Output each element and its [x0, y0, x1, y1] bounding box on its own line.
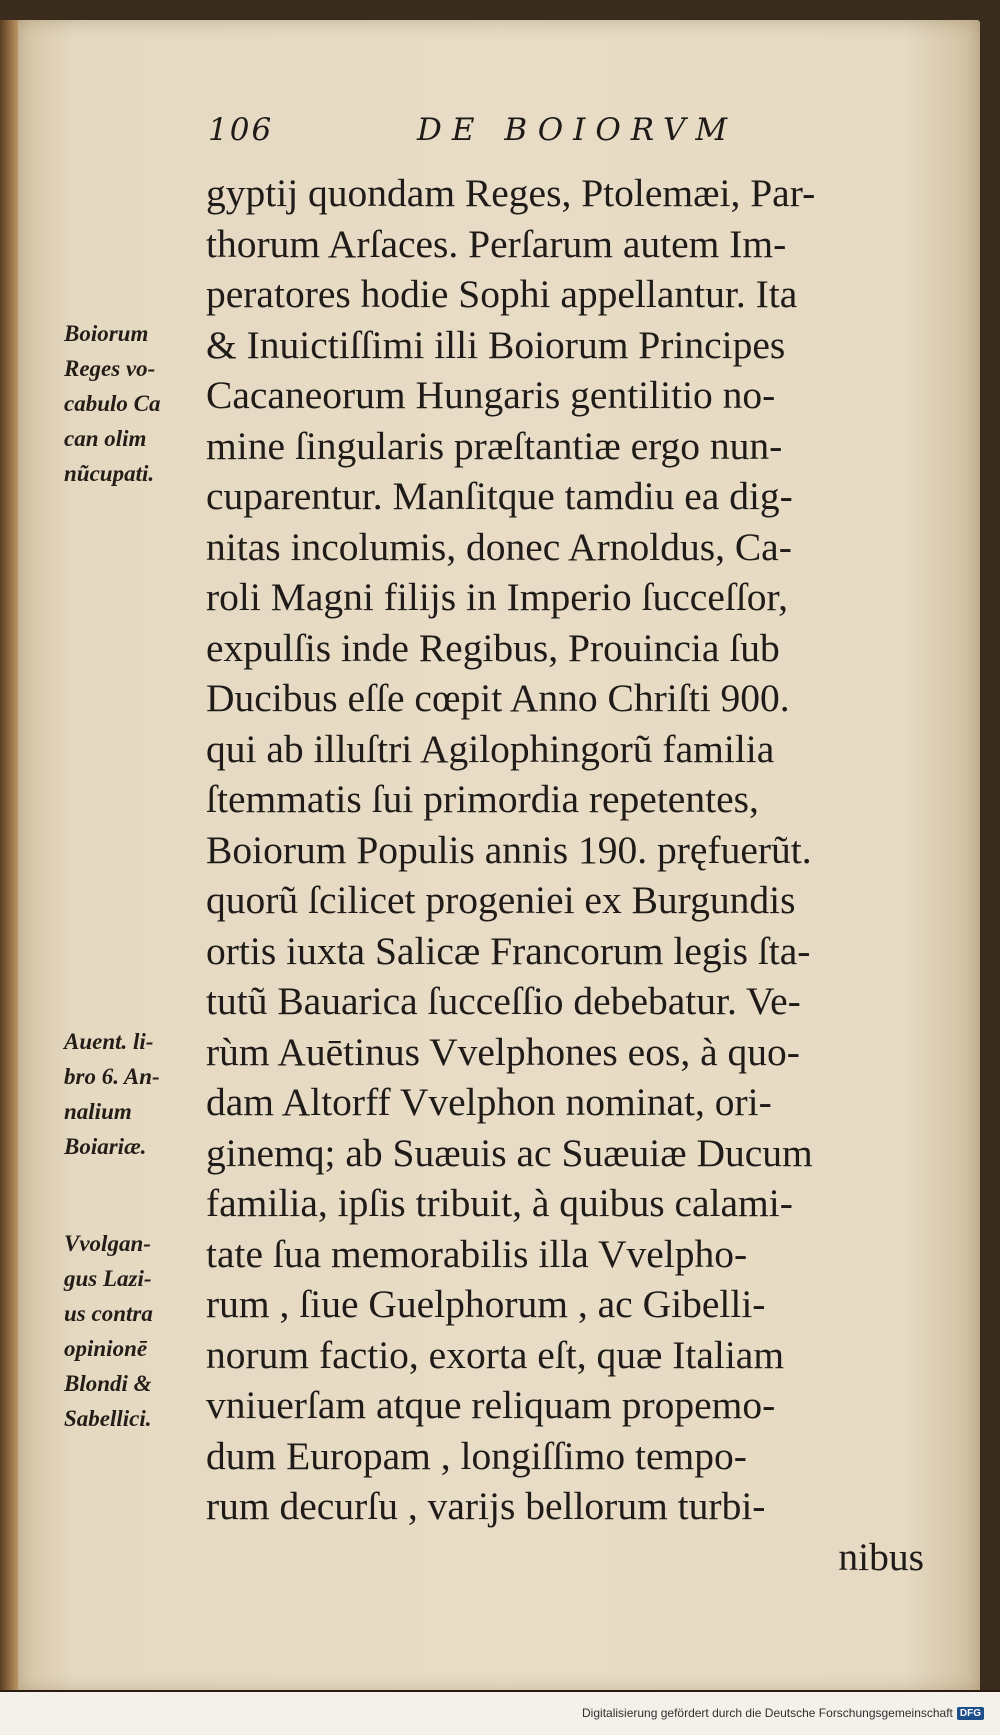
- digitization-credit: [582, 1706, 984, 1720]
- text-line: tate ſua memorabilis illa Vvelpho-: [206, 1231, 748, 1276]
- text-line: dum Europam , longiſſimo tempo-: [206, 1433, 747, 1478]
- margin-note-line: Reges vo-: [64, 356, 156, 381]
- text-line: expulſis inde Regibus, Prouincia ſub: [206, 625, 780, 670]
- text-line: rum , ſiue Guelphorum , ac Gibelli-: [206, 1282, 766, 1326]
- text-line: ortis iuxta Salicæ Francorum legis ſta-: [206, 928, 811, 973]
- text-line: rum decurſu , varijs bellorum turbi-: [206, 1484, 766, 1528]
- margin-note-line: Boiorum: [64, 321, 149, 346]
- running-title: DE BOIORVM: [417, 112, 738, 148]
- text-line: gyptij quondam Reges, Ptolemæi, Par-: [206, 171, 816, 215]
- text-line: Ducibus eſſe cœpit Anno Chriſti 900.: [206, 676, 790, 720]
- text-line: ſtemmatis ſui primordia repetentes,: [206, 777, 759, 821]
- margin-note-line: Boiariæ.: [64, 1134, 147, 1159]
- text-line: roli Magni filijs in Imperio ſucceſſor,: [206, 575, 789, 619]
- margin-note-line: opinionē: [64, 1336, 148, 1361]
- margin-note-line: cabulo Ca: [64, 391, 161, 416]
- text-line: thorum Arſaces. Perſarum autem Im-: [206, 221, 787, 266]
- margin-note-boiorum-reges: [64, 316, 204, 491]
- running-header: [208, 112, 737, 148]
- text-line: dam Altorff Vvelphon nominat, ori-: [206, 1080, 772, 1124]
- text-line: tutũ Bauarica ſucceſſio debebatur. Ve-: [206, 979, 801, 1023]
- text-line: mine ſingularis præſtantiæ ergo nun-: [206, 423, 783, 468]
- text-line: nitas incolumis, donec Arnoldus, Ca-: [206, 524, 792, 569]
- margin-note-vvolgangus: [64, 1226, 204, 1436]
- credit-text: Digitalisierung gefördert durch die Deutsche Forschungsgemeinschaft: [582, 1706, 953, 1720]
- text-line: qui ab illuſtri Agilophingorũ familia: [206, 726, 775, 771]
- margin-note-line: nalium: [64, 1099, 132, 1124]
- margin-note-line: can olim: [64, 426, 147, 451]
- margin-note-line: us contra: [64, 1301, 153, 1326]
- margin-note-auent: [64, 1024, 204, 1164]
- text-line: quorũ ſcilicet progeniei ex Burgundis: [206, 878, 796, 922]
- text-line: cuparentur. Manſitque tamdiu ea dig-: [206, 474, 793, 518]
- margin-note-line: bro 6. An-: [64, 1064, 160, 1089]
- text-line: peratores hodie Sophi appellantur. Ita: [206, 272, 798, 316]
- margin-note-line: Auent. li-: [64, 1029, 154, 1054]
- margin-note-line: nũcupati.: [64, 461, 155, 486]
- text-line: ginemq; ab Suæuis ac Suæuiæ Ducum: [206, 1130, 813, 1175]
- margin-note-line: Blondi &: [64, 1371, 152, 1396]
- page-number: 106: [208, 112, 274, 148]
- dfg-logo-icon: DFG: [957, 1707, 984, 1720]
- text-line: familia, ipſis tribuit, à quibus calami-: [206, 1181, 793, 1225]
- catchword: nibus: [838, 1534, 924, 1579]
- margin-note-line: Vvolgan-: [64, 1231, 151, 1256]
- text-line: Boiorum Populis annis 190. pręfuerũt.: [206, 827, 812, 872]
- margin-note-line: gus Lazi-: [64, 1266, 152, 1291]
- text-line: Cacaneorum Hungaris gentilitio no-: [206, 373, 776, 417]
- text-line: vniuerſam atque reliquam propemo-: [206, 1383, 776, 1427]
- margin-note-line: Sabellici.: [64, 1406, 152, 1431]
- text-line: & Inuictiſſimi illi Boiorum Principes: [206, 322, 786, 367]
- text-line: norum factio, exorta eſt, quæ Italiam: [206, 1332, 785, 1377]
- text-line: rùm Auētinus Vvelphones eos, à quo-: [206, 1029, 800, 1074]
- main-text-block: [206, 168, 936, 1582]
